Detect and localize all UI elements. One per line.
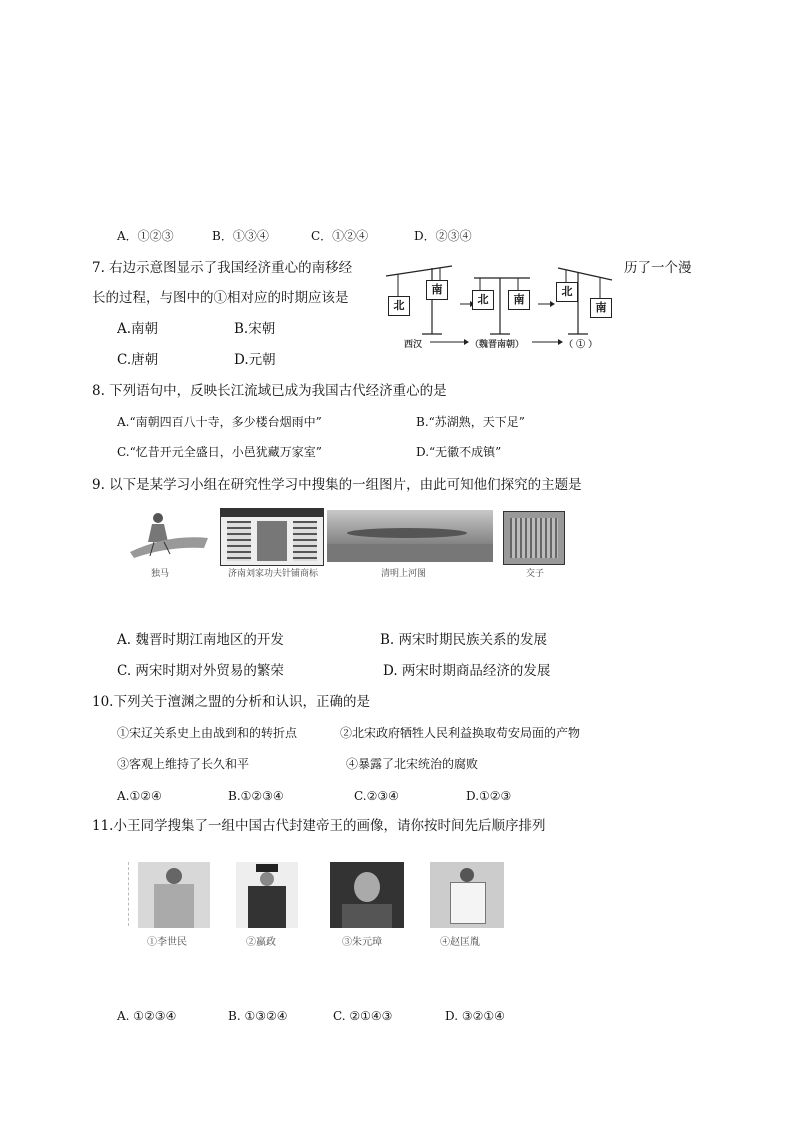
q8-option-b[interactable]: B.“苏湖熟，天下足” bbox=[416, 415, 525, 429]
caption-ying-zheng: ②嬴政 bbox=[246, 937, 276, 948]
scale1-north: 北 bbox=[388, 296, 410, 316]
portrait-li-shimin bbox=[138, 862, 210, 928]
q9-option-d[interactable]: D. 两宋时期商品经济的发展 bbox=[383, 663, 551, 679]
caption-li-shimin: ①李世民 bbox=[147, 937, 187, 948]
q10-option-a[interactable]: A.①②④ bbox=[117, 789, 162, 803]
q7-stem-line1-tail: 历了一个漫 bbox=[624, 260, 692, 276]
q9-stem: 9. 以下是某学习小组在研究性学习中搜集的一组图片，由此可知他们探究的主题是 bbox=[92, 477, 582, 493]
q6-option-d[interactable]: D．②③④ bbox=[414, 229, 472, 243]
q10-item-3: ③客观上维持了长久和平 bbox=[117, 757, 250, 771]
image-trademark bbox=[220, 508, 324, 566]
q7-stem-line2: 长的过程，与图中的①相对应的时期应该是 bbox=[92, 290, 349, 306]
image-jiaozi bbox=[503, 511, 565, 565]
q10-stem: 10.下列关于澶渊之盟的分析和认识，正确的是 bbox=[92, 694, 370, 710]
image-wooden-horse bbox=[124, 508, 212, 564]
q10-option-d[interactable]: D.①②③ bbox=[466, 789, 512, 803]
period-blank: （ ① ） bbox=[564, 340, 598, 350]
q7-stem-line1: 7. 右边示意图显示了我国经济重心的南移经 bbox=[92, 260, 353, 276]
q6-option-b[interactable]: B．①③④ bbox=[212, 229, 269, 243]
q11-option-a[interactable]: A. ①②③④ bbox=[117, 1009, 177, 1023]
q6-option-a[interactable]: A．①②③ bbox=[117, 229, 174, 243]
caption-zhu-yuanzhang: ③朱元璋 bbox=[342, 937, 382, 948]
caption-wooden-horse: 独马 bbox=[151, 569, 170, 579]
q9-option-a[interactable]: A. 魏晋时期江南地区的开发 bbox=[117, 632, 284, 648]
scale1-south: 南 bbox=[426, 280, 448, 300]
scale2-south: 南 bbox=[508, 290, 530, 310]
period-western-han: 西汉 bbox=[404, 340, 423, 350]
q9-option-b[interactable]: B. 两宋时期民族关系的发展 bbox=[380, 632, 548, 648]
q11-option-d[interactable]: D. ③②①④ bbox=[445, 1009, 505, 1023]
q11-stem: 11.小王同学搜集了一组中国古代封建帝王的画像，请你按时间先后顺序排列 bbox=[92, 818, 546, 834]
q7-option-a[interactable]: A.南朝 bbox=[117, 321, 159, 337]
q7-option-c[interactable]: C.唐朝 bbox=[117, 352, 159, 368]
q10-item-2: ②北宋政府牺牲人民利益换取苟安局面的产物 bbox=[340, 726, 581, 740]
q10-item-4: ④暴露了北宋统治的腐败 bbox=[346, 757, 479, 771]
period-wei-jin: （魏晋南朝） bbox=[470, 340, 525, 350]
q8-option-d[interactable]: D.“无徽不成镇” bbox=[416, 445, 502, 459]
q7-option-b[interactable]: B.宋朝 bbox=[234, 321, 276, 337]
q10-option-b[interactable]: B.①②③④ bbox=[228, 789, 284, 803]
q10-item-1: ①宋辽关系史上由战到和的转折点 bbox=[117, 726, 298, 740]
q11-option-b[interactable]: B. ①③②④ bbox=[228, 1009, 288, 1023]
portrait-ying-zheng bbox=[236, 862, 298, 928]
q10-option-c[interactable]: C.②③④ bbox=[354, 789, 399, 803]
portrait-zhu-yuanzhang bbox=[330, 862, 404, 928]
caption-zhao-kuangyin: ④赵匡胤 bbox=[440, 937, 480, 948]
portrait-zhao-kuangyin bbox=[430, 862, 504, 928]
q9-option-c[interactable]: C. 两宋时期对外贸易的繁荣 bbox=[117, 663, 284, 679]
q8-stem: 8. 下列语句中，反映长江流域已成为我国古代经济重心的是 bbox=[92, 383, 447, 399]
scale3-north: 北 bbox=[556, 282, 578, 302]
q11-option-c[interactable]: C. ②①④③ bbox=[333, 1009, 393, 1023]
image-qingming-scroll bbox=[327, 510, 493, 562]
q8-option-c[interactable]: C.“忆昔开元全盛日，小邑犹藏万家室” bbox=[117, 445, 322, 459]
caption-qingming: 清明上河图 bbox=[381, 569, 427, 579]
caption-jiaozi: 交子 bbox=[526, 569, 545, 579]
caption-trademark: 济南刘家功夫针铺商标 bbox=[228, 569, 319, 579]
scale2-north: 北 bbox=[472, 290, 494, 310]
q7-option-d[interactable]: D.元朝 bbox=[234, 352, 276, 368]
scale3-south: 南 bbox=[590, 298, 612, 318]
q7-diagram bbox=[380, 258, 620, 350]
q6-option-c[interactable]: C．①②④ bbox=[311, 229, 369, 243]
q8-option-a[interactable]: A.“南朝四百八十寺，多少楼台烟雨中” bbox=[117, 415, 322, 429]
